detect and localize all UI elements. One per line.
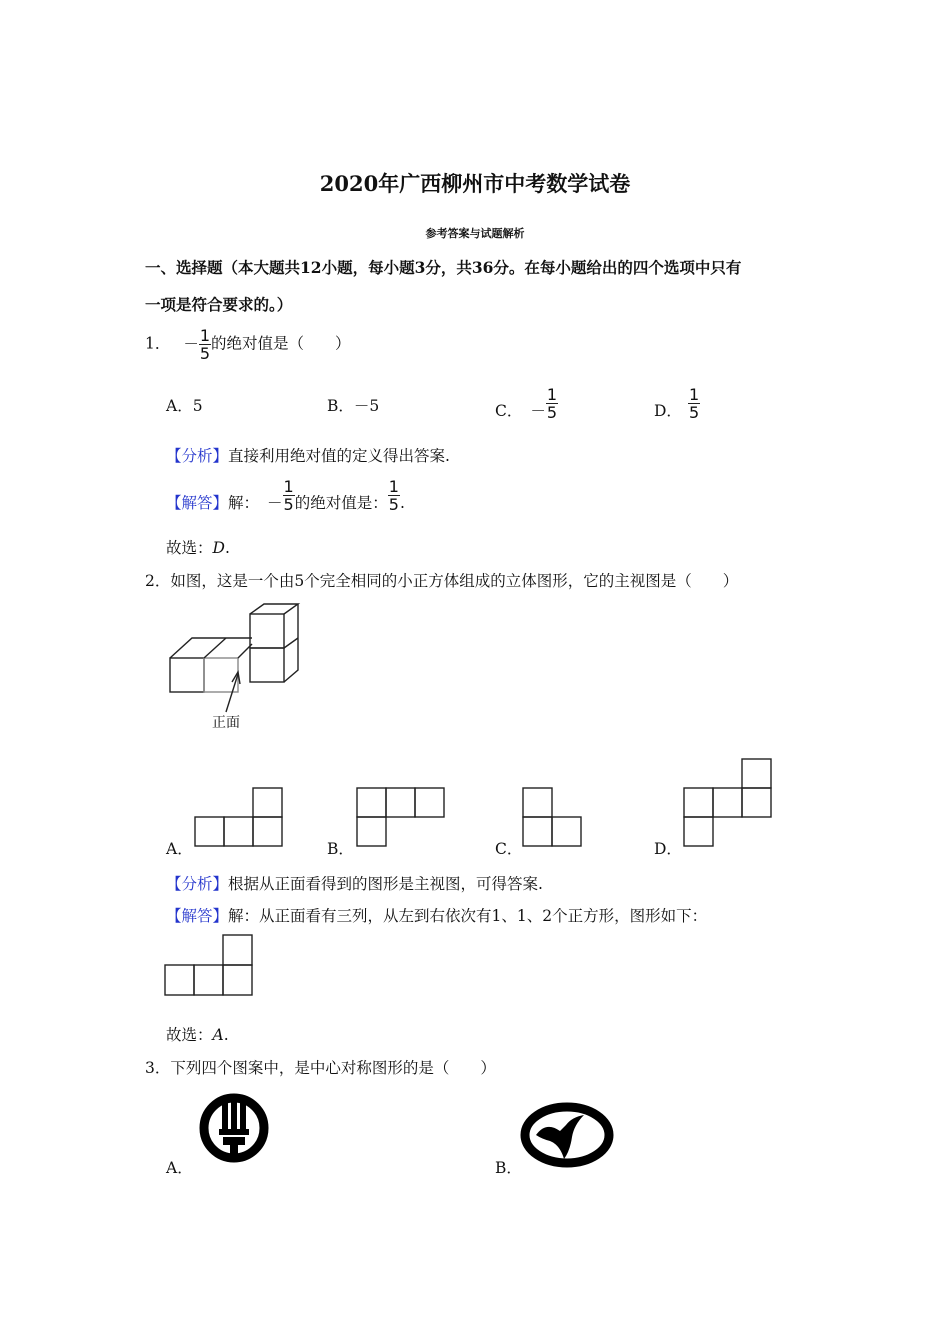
q1-option-c <box>495 386 558 421</box>
q1-option-d-numerator: 1 <box>688 385 700 404</box>
q1-answer-denominator-2: 5 <box>388 495 399 514</box>
q2-option-a-label: A． <box>166 840 193 858</box>
cube-solid-figure <box>160 600 320 735</box>
q2-option-d-figure <box>683 758 773 850</box>
q1-option-c-fraction <box>546 386 558 421</box>
q2-answer <box>166 904 707 926</box>
q1-answer <box>166 478 405 513</box>
q1-option-d-denominator: 5 <box>688 403 700 422</box>
q1-stem-text: 的绝对值是（ ） <box>211 334 351 353</box>
q2-analysis-tag: 【分析】 <box>166 875 229 893</box>
q2-analysis-text: 根据从正面看得到的图形是主视图，可得答案. <box>228 875 543 893</box>
q1-answer-fraction-2 <box>388 478 400 513</box>
q2-choice-end: . <box>223 1026 229 1044</box>
front-view-label: 正面 <box>212 715 240 731</box>
q2-option-a-figure <box>194 787 284 849</box>
q1-minus: － <box>183 334 199 353</box>
q1-option-c-denominator: 5 <box>546 403 558 422</box>
q2-analysis <box>166 872 543 894</box>
q1-option-a: A．5 <box>166 397 203 415</box>
cube-stack-top <box>250 604 298 614</box>
q1-option-c-label: C． <box>495 401 523 420</box>
q1-analysis-tag: 【分析】 <box>166 447 229 465</box>
q2-option-c-figure <box>522 787 584 849</box>
q1-analysis-text: 直接利用绝对值的定义得出答案. <box>228 447 450 465</box>
question-3-stem: 3．下列四个图案中，是中心对称图形的是（ ） <box>145 1059 496 1077</box>
q1-fraction-numerator: 1 <box>199 326 211 345</box>
q2-answer-figure <box>164 934 256 998</box>
cube-stack-side-mid <box>284 638 298 648</box>
q1-answer-end: . <box>399 493 405 512</box>
question-1-stem <box>145 327 351 362</box>
q3-option-a-label: A． <box>166 1159 193 1177</box>
cube-front-face-top-right <box>250 614 284 648</box>
q1-choice-letter: D <box>212 539 225 557</box>
question-1-number: 1． <box>145 334 171 353</box>
q3-option-b-label: B． <box>495 1159 522 1177</box>
q1-answer-numerator-2: 1 <box>388 477 399 496</box>
cube-top-edge-2 <box>204 638 226 658</box>
cube-front-face-middle <box>204 658 238 692</box>
q1-answer-numerator-1: 1 <box>283 477 294 496</box>
q2-option-d-label: D． <box>654 840 682 858</box>
q2-choice <box>166 1023 229 1045</box>
q1-fraction <box>199 327 211 362</box>
q1-option-c-numerator: 1 <box>546 385 558 404</box>
q1-choice-prefix: 故选： <box>166 539 213 557</box>
q1-answer-denominator-1: 5 <box>283 495 294 514</box>
q1-answer-minus: － <box>267 493 283 512</box>
q1-answer-prefix: 解： <box>228 493 260 512</box>
q2-option-c-label: C． <box>495 840 523 858</box>
q1-choice-end: . <box>224 539 230 557</box>
cube-front-face-bottom-right <box>250 648 284 682</box>
q1-option-d-label: D． <box>654 401 682 420</box>
page-title: 2020年广西柳州市中考数学试卷 <box>319 171 631 196</box>
page-subtitle: 参考答案与试题解析 <box>425 227 525 240</box>
q1-answer-mid: 的绝对值是： <box>294 493 388 512</box>
q2-option-b-figure <box>356 787 446 849</box>
q2-choice-letter: A <box>212 1026 224 1044</box>
q1-answer-tag: 【解答】 <box>166 493 229 512</box>
cube-top-edge <box>170 638 252 658</box>
q1-choice <box>166 536 230 558</box>
q2-option-b-label: B． <box>327 840 354 858</box>
q2-answer-text: 解：从正面看有三列，从左到右依次有1、1、2个正方形，图形如下： <box>228 907 708 925</box>
q1-answer-fraction-1 <box>283 478 295 513</box>
q3-option-b-logo <box>520 1101 616 1171</box>
front-arrow-line <box>226 674 238 712</box>
cube-front-face-left <box>170 658 204 692</box>
q1-option-c-minus: － <box>530 401 546 420</box>
q3-option-a-logo <box>197 1091 273 1167</box>
q2-choice-prefix: 故选： <box>166 1026 213 1044</box>
q1-option-d-fraction <box>688 386 700 421</box>
section-heading-line2: 一项是符合要求的。） <box>145 295 293 314</box>
q2-answer-tag: 【解答】 <box>166 907 229 925</box>
question-2-stem: 2．如图，这是一个由5个完全相同的小正方体组成的立体图形，它的主视图是（ ） <box>145 572 739 590</box>
q1-option-b: B．－5 <box>327 397 380 415</box>
q1-fraction-denominator: 5 <box>199 344 211 363</box>
q1-option-d <box>654 386 700 421</box>
section-heading-line1: 一、选择题（本大题共12小题，每小题3分，共36分。在每小题给出的四个选项中只有 <box>145 258 742 277</box>
q1-analysis <box>166 444 450 466</box>
